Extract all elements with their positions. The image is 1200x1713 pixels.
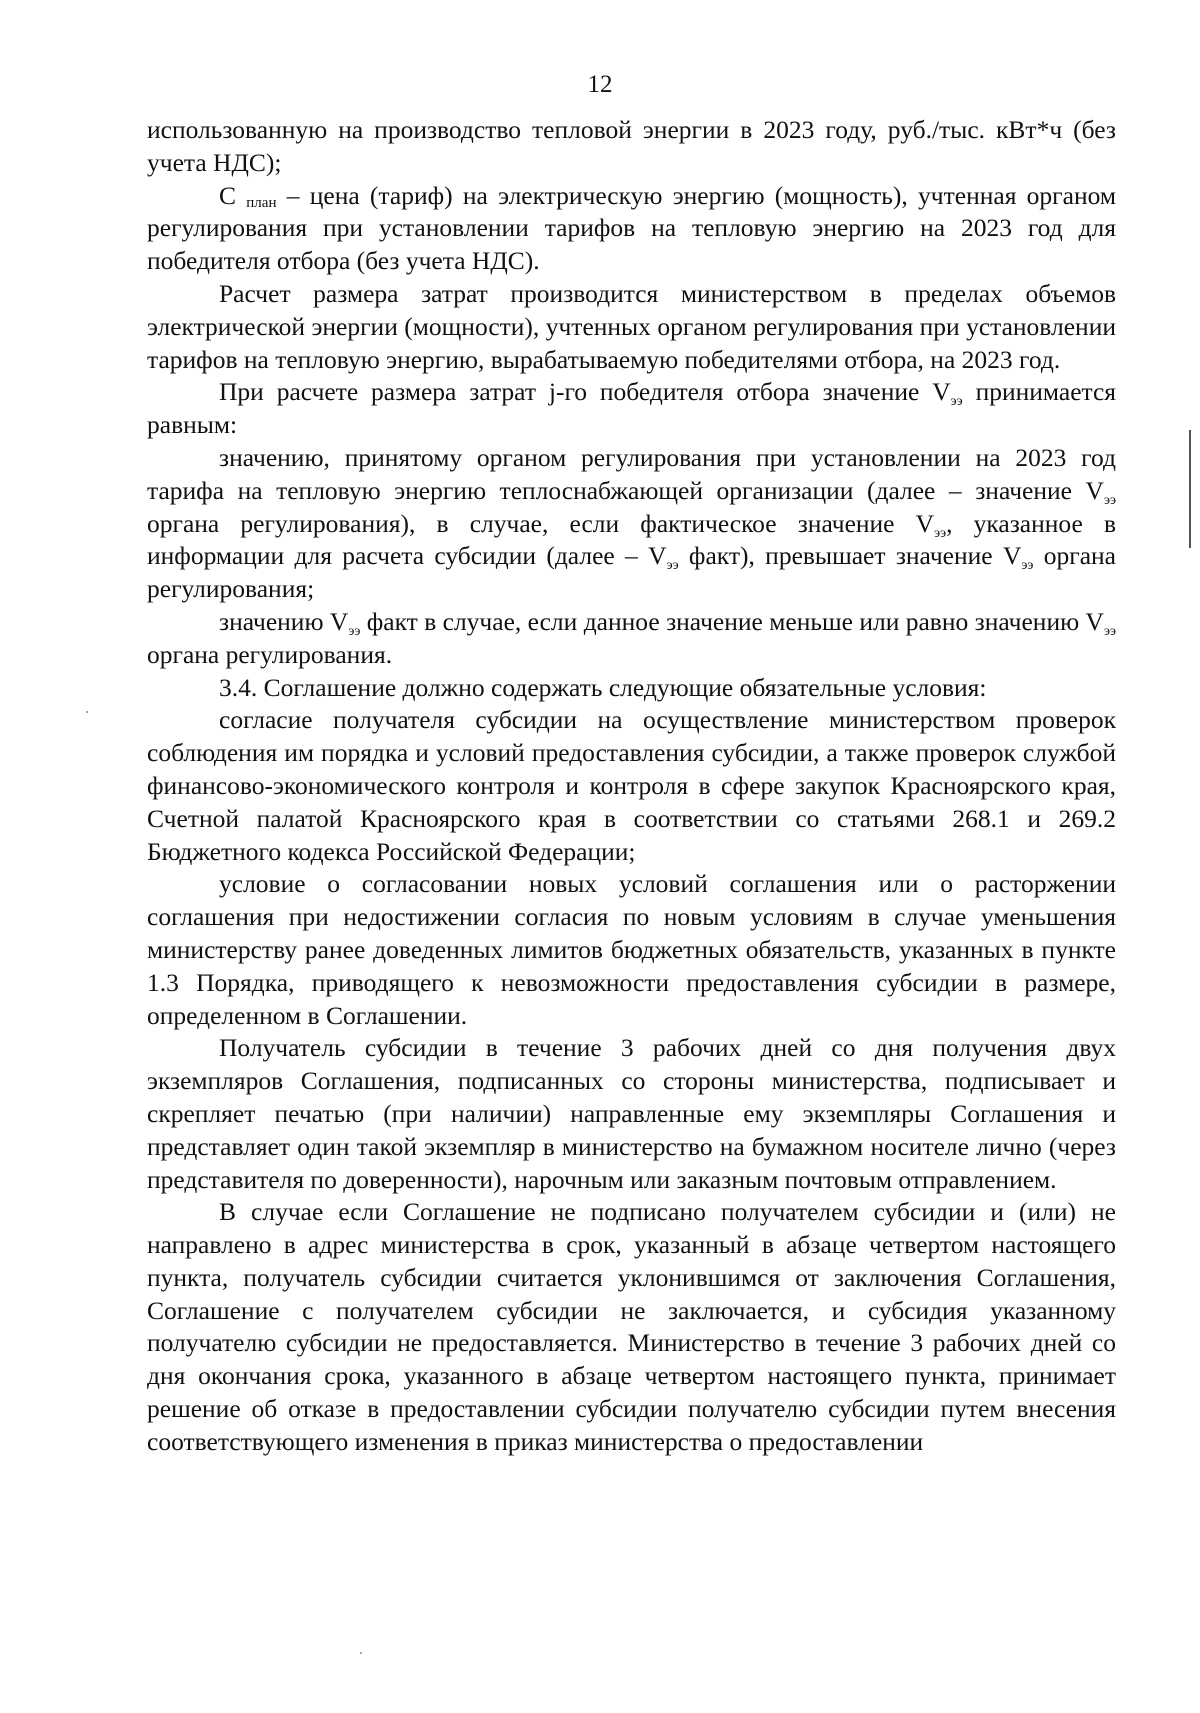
paragraph-9 xyxy=(147,868,1116,1032)
text-run: 3.4. Соглашение должно содержать следующие обязательные условия: xyxy=(219,672,987,702)
text-run: органа регулирования; xyxy=(147,541,1116,604)
text-run: При расчете размера затрат j-го победителя отбора значение V xyxy=(219,377,951,407)
paragraph-5 xyxy=(147,442,1116,606)
text-run: условие о согласовании новых условий соглашения или о расторжении соглашения при недостижении согласия по новым условиям в случае уменьшения министерству ранее доведенных лимитов бюджетных обязательств, указанных в пункте 1.3 Порядка, приводящего к невозможности предоставления субсидии в размере, определенном в Соглашении. xyxy=(147,869,1116,1030)
text-run: В случае если Соглашение не подписано получателем субсидии и (или) не направлено в адрес министерства в срок, указанный в абзаце четвертом настоящего пункта, получатель субсидии считается уклонившимся от заключения Соглашения, Соглашение с получателем субсидии не заключается, и субсидия указанному получателю субсидии не предоставляется. Министерство в течение 3 рабочих дней со дня окончания срока, указанного в абзаце четвертом настоящего пункта, принимает решение об отказе в предоставлении субсидии получателю субсидии путем внесения соответствующего изменения в приказ министерства о предоставлении xyxy=(147,1197,1116,1456)
text-run: органа регулирования. xyxy=(147,639,393,669)
text-run: значению, принятому органом регулирования при установлении на 2023 год тарифа на тепловую энергию теплоснабжающей организации (далее – значение V xyxy=(147,442,1116,505)
paragraph-2 xyxy=(147,180,1116,278)
paragraph-3 xyxy=(147,278,1116,376)
text-run: Расчет размера затрат производится министерством в пределах объемов электрической энергии (мощности), учтенных органом регулирования при установлении тарифов на тепловую энергию, вырабатываемую победителями отбора, на 2023 год. xyxy=(147,278,1116,374)
paragraph-1 xyxy=(147,114,1116,180)
paragraph-10 xyxy=(147,1032,1116,1196)
subscript: ээ xyxy=(1103,492,1116,508)
paragraph-11 xyxy=(147,1196,1116,1458)
subscript: ээ xyxy=(1103,623,1116,639)
document-body xyxy=(147,114,1116,1459)
subscript: ээ xyxy=(934,525,947,541)
text-run: использованную на производство тепловой энергии в 2023 году, руб./тыс. кВт*ч (без учета НДС); xyxy=(147,115,1116,177)
text-run: согласие получателя субсидии на осуществление министерством проверок соблюдения им порядка и условий предоставления субсидии, а также проверок службой финансово-экономического контроля и контроля в сфере закупок Красноярского края, Счетной палатой Красноярского края в соответствии со статьями 268.1 и 269.2 Бюджетного кодекса Российской Федерации; xyxy=(147,705,1116,866)
paragraph-8 xyxy=(147,704,1116,868)
text-run: факт), превышает значение V xyxy=(678,541,1022,571)
text-run: факт в случае, если данное значение меньше или равно значению V xyxy=(360,606,1104,636)
subscript: ээ xyxy=(1021,558,1034,574)
text-run: Получатель субсидии в течение 3 рабочих дней со дня получения двух экземпляров Соглашения, подписанных со стороны министерства, подписывает и скрепляет печатью (при наличии) направленные ему экземпляры Соглашения и представляет один такой экземпляр в министерство на бумажном носителе лично (через представителя по доверенности), нарочным или заказным почтовым отправлением. xyxy=(147,1033,1116,1194)
scan-edge-mark xyxy=(1189,430,1191,548)
paragraph-4 xyxy=(147,376,1116,442)
scan-speck xyxy=(360,1652,362,1654)
scan-speck xyxy=(86,711,88,713)
subscript: ээ xyxy=(666,558,679,574)
subscript: план xyxy=(246,194,277,211)
page-number: 12 xyxy=(587,71,613,98)
text-run: значению V xyxy=(219,606,349,636)
paragraph-6 xyxy=(147,606,1116,672)
paragraph-7 xyxy=(147,672,1116,705)
text-run: , указанное в информации для расчета субсидии (далее – V xyxy=(147,508,1116,571)
subscript: ээ xyxy=(348,623,361,639)
text-run: принимается равным: xyxy=(147,377,1117,440)
text-run: – цена (тариф) на электрическую энергию (мощность), учтенная органом регулирования при установлении тарифов на тепловую энергию на 2023 год для победителя отбора (без учета НДС). xyxy=(147,180,1116,276)
subscript: ээ xyxy=(950,394,963,410)
text-run: С xyxy=(219,180,247,210)
text-run: органа регулирования), в случае, если фактическое значение V xyxy=(147,508,935,538)
